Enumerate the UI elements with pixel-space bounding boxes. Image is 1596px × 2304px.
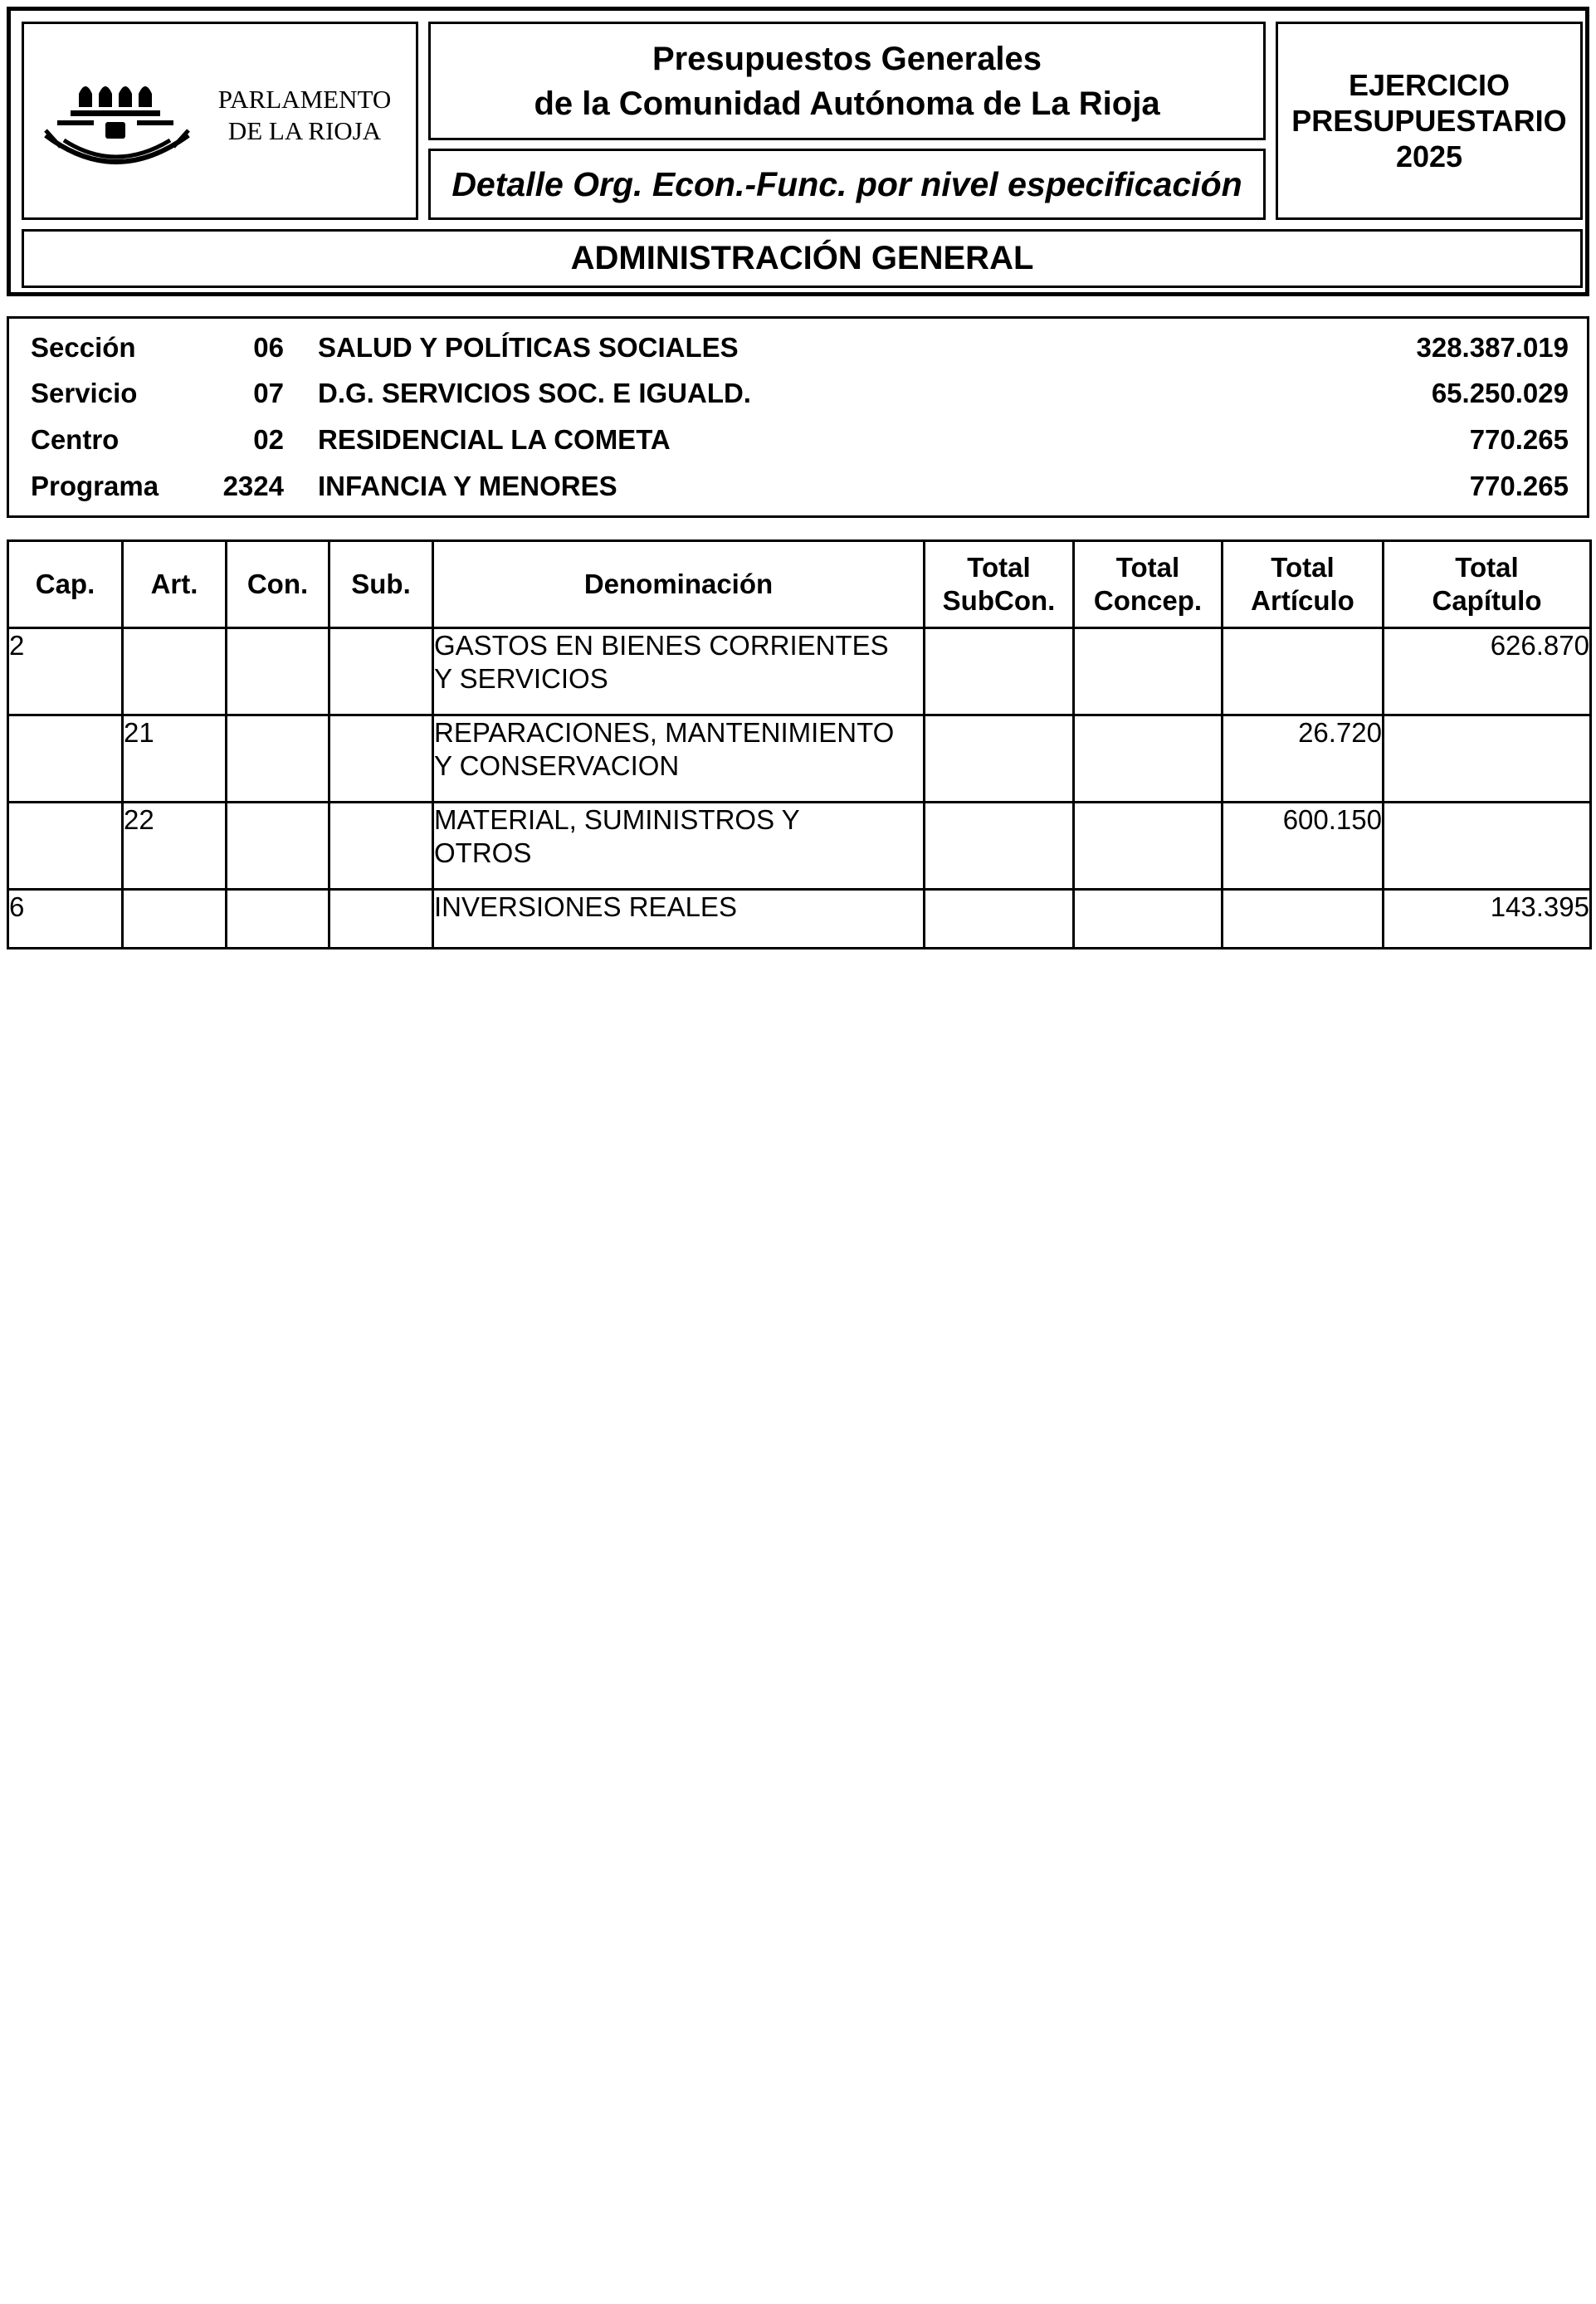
col-header-sub: Sub.: [329, 541, 433, 628]
info-row-servicio: [9, 369, 1587, 416]
cell-total-capitulo: [1384, 803, 1591, 890]
cell-art: 21: [123, 715, 227, 803]
logo-line-1: PARLAMENTO: [217, 85, 392, 114]
cell-cap: 2: [8, 628, 123, 715]
info-label: Centro: [31, 424, 120, 455]
info-code: 06: [253, 332, 284, 363]
cell-cap: [8, 715, 123, 803]
year-line-1: EJERCICIO: [1348, 68, 1511, 102]
title-box: [428, 22, 1266, 140]
info-name: D.G. SERVICIOS SOC. E IGUALD.: [318, 378, 751, 408]
cell-art: [123, 628, 227, 715]
cell-art: 22: [123, 803, 227, 890]
budget-table: [7, 539, 1592, 949]
cell-total-capitulo: 626.870: [1384, 628, 1591, 715]
document-header: [7, 7, 1589, 296]
info-amount: 770.265: [1469, 471, 1569, 501]
logo-box: [22, 22, 418, 220]
cell-denominacion: [433, 803, 925, 890]
cell-sub: [329, 628, 433, 715]
info-code: 2324: [222, 471, 284, 501]
header-line: Total: [967, 552, 1031, 583]
logo-text: [205, 84, 404, 147]
info-code: 07: [253, 378, 284, 408]
cell-total-concep: [1074, 628, 1223, 715]
denom-line: MATERIAL, SUMINISTROS Y: [434, 804, 800, 835]
cell-cap: 6: [8, 890, 123, 949]
cell-sub: [329, 890, 433, 949]
cell-total-capitulo: 143.395: [1384, 890, 1591, 949]
info-label: Sección: [31, 332, 136, 363]
cell-art: [123, 890, 227, 949]
logo-line-2: DE LA RIOJA: [227, 116, 382, 145]
table-row: [8, 715, 1591, 803]
info-label: Servicio: [31, 378, 138, 408]
cell-con: [227, 628, 329, 715]
cell-con: [227, 715, 329, 803]
cell-total-concep: [1074, 803, 1223, 890]
info-row-seccion: [9, 324, 1587, 370]
header-line: Artículo: [1251, 585, 1354, 616]
info-name: SALUD Y POLÍTICAS SOCIALES: [318, 332, 739, 363]
col-header-con: Con.: [227, 541, 329, 628]
table-header-row: [8, 541, 1591, 628]
header-line: Capítulo: [1432, 585, 1542, 616]
col-header-denominacion: Denominación: [433, 541, 925, 628]
info-name: INFANCIA Y MENORES: [318, 471, 617, 501]
table-row: [8, 628, 1591, 715]
cell-total-concep: [1074, 715, 1223, 803]
cell-denominacion: [433, 715, 925, 803]
info-row-programa: [9, 462, 1587, 509]
col-header-total-articulo: [1223, 541, 1384, 628]
denom-line: REPARACIONES, MANTENIMIENTO: [434, 717, 895, 748]
cell-denominacion: [433, 628, 925, 715]
cell-sub: [329, 803, 433, 890]
denom-line: INVERSIONES REALES: [434, 891, 737, 922]
cell-total-capitulo: [1384, 715, 1591, 803]
report-subtitle: Detalle Org. Econ.-Func. por nivel especificación: [451, 164, 1242, 203]
cell-total-concep: [1074, 890, 1223, 949]
info-label: Programa: [31, 471, 159, 501]
info-amount: 65.250.029: [1431, 378, 1569, 408]
info-code: 02: [253, 424, 284, 455]
cell-con: [227, 803, 329, 890]
header-line: Total: [1271, 552, 1335, 583]
cell-con: [227, 890, 329, 949]
col-header-total-capitulo: [1384, 541, 1591, 628]
admin-box: [22, 229, 1583, 288]
header-line: SubCon.: [942, 585, 1056, 616]
fiscal-year-box: [1276, 22, 1583, 220]
info-amount: 328.387.019: [1416, 332, 1569, 363]
budget-info-box: [7, 316, 1589, 518]
subtitle-box: [428, 149, 1266, 220]
title-line-1: Presupuestos Generales: [652, 40, 1042, 77]
table-row: [8, 890, 1591, 949]
cell-total-subcon: [925, 715, 1074, 803]
header-line: Total: [1455, 552, 1519, 583]
cell-total-articulo: 600.150: [1223, 803, 1384, 890]
col-header-art: Art.: [123, 541, 227, 628]
cell-total-articulo: [1223, 628, 1384, 715]
cell-denominacion: [433, 890, 925, 949]
year-value: 2025: [1395, 139, 1463, 173]
cell-total-articulo: 26.720: [1223, 715, 1384, 803]
info-amount: 770.265: [1469, 424, 1569, 455]
col-header-cap: Cap.: [8, 541, 123, 628]
admin-title: ADMINISTRACIÓN GENERAL: [570, 240, 1034, 276]
denom-line: Y SERVICIOS: [434, 663, 608, 694]
info-name: RESIDENCIAL LA COMETA: [318, 424, 671, 455]
cell-sub: [329, 715, 433, 803]
info-row-centro: [9, 416, 1587, 462]
denom-line: Y CONSERVACION: [434, 750, 680, 781]
denom-line: GASTOS EN BIENES CORRIENTES: [434, 630, 889, 661]
parliament-logo-icon: [39, 64, 205, 188]
title-line-2: de la Comunidad Autónoma de La Rioja: [534, 85, 1160, 122]
cell-total-articulo: [1223, 890, 1384, 949]
cell-total-subcon: [925, 890, 1074, 949]
col-header-total-subcon: [925, 541, 1074, 628]
table-row: [8, 803, 1591, 890]
header-line: Total: [1115, 552, 1180, 583]
cell-total-subcon: [925, 628, 1074, 715]
year-line-2: PRESUPUESTARIO: [1291, 104, 1567, 138]
denom-line: OTROS: [434, 837, 532, 868]
cell-cap: [8, 803, 123, 890]
col-header-total-concep: [1074, 541, 1223, 628]
cell-total-subcon: [925, 803, 1074, 890]
header-line: Concep.: [1093, 585, 1203, 616]
